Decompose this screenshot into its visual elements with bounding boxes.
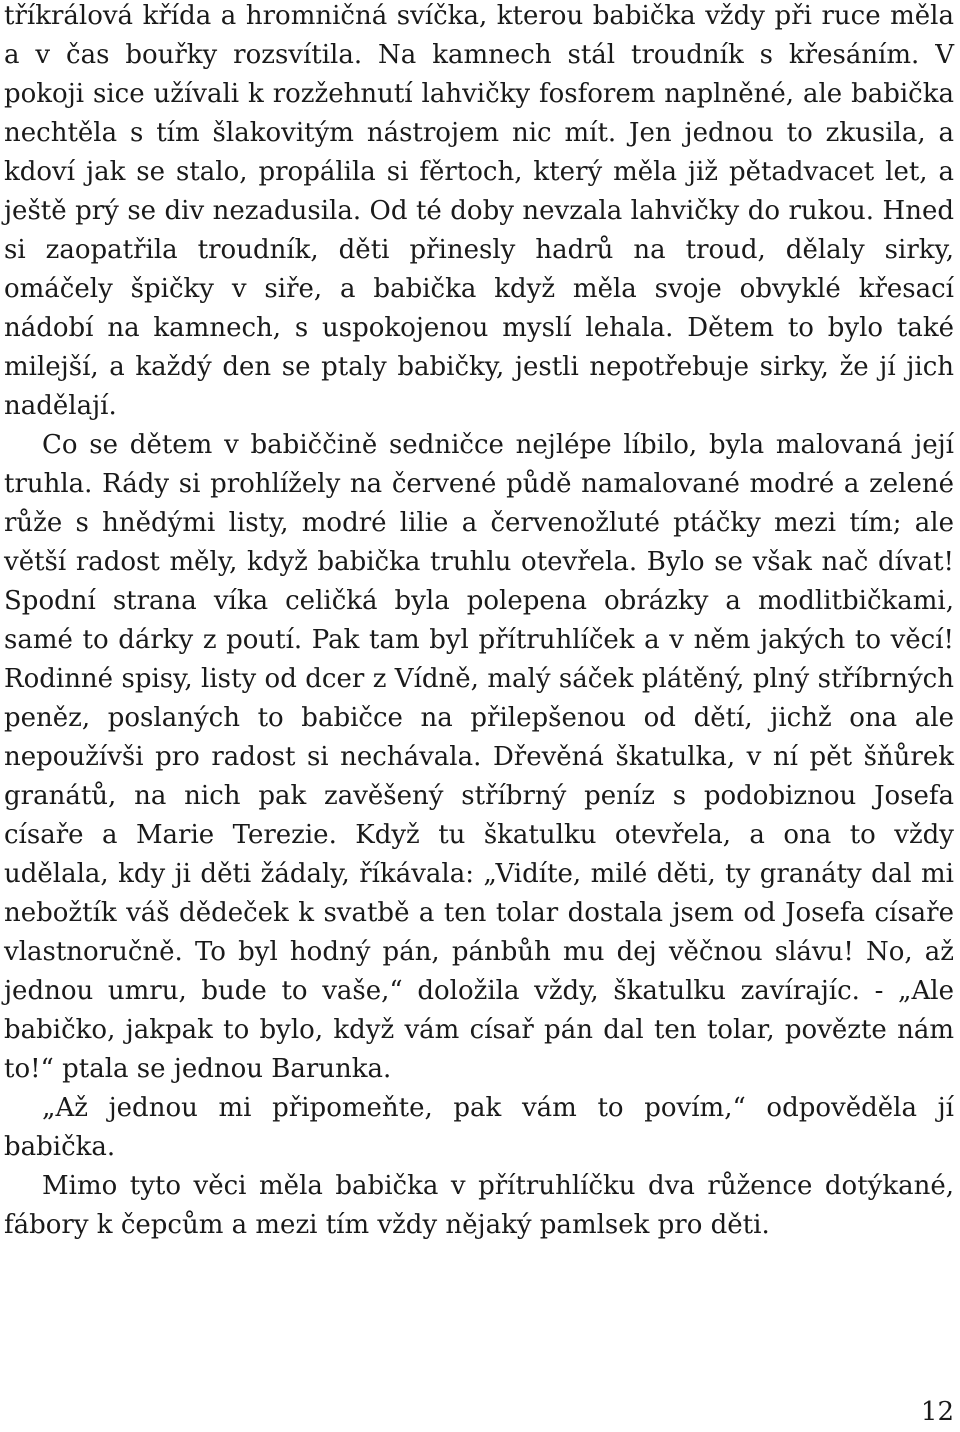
page-number: 12 xyxy=(920,1397,954,1427)
paragraph-1: tříkrálová křída a hromničná svíčka, kterou babička vždy při ruce měla a v čas bouřky rozsvítila. Na kamnech stál troudník s křesáním. V pokoji sice užívali k rozžehnutí lahvičky fosforem naplněné, ale babička nechtěla s tím šlakovitým nástrojem nic mít. Jen jednou to zkusila, a kdoví jak se stalo, propálila si fěrtoch, který měla již pětadvacet let, a ještě prý se div nezadusila. Od té doby nevzala lahvičky do rukou. Hned si zaopatřila troudník, děti přinesly hadrů na troud, dělaly sirky, omáčely špičky v siře, a babička když měla svoje obvyklé křesací nádobí na kamnech, s uspokojenou myslí lehala. Dětem to bylo také milejší, a každý den se ptaly babičky, jestli nepotřebuje sirky, že jí jich nadělají. xyxy=(4,1,954,421)
body-text xyxy=(4,0,954,1245)
paragraph-4: Mimo tyto věci měla babička v přítruhlíčku dva růžence dotýkané, fábory k čepcům a mezi tím vždy nějaký pamlsek pro děti. xyxy=(4,1171,954,1240)
paragraph-2: Co se dětem v babiččině sedničce nejlépe líbilo, byla malovaná její truhla. Rády si prohlížely na červené půdě namalované modré a zelené růže s hnědými listy, modré lilie a červenožluté ptáčky mezi tím; ale větší radost měly, když babička truhlu otevřela. Bylo se však nač dívat! Spodní strana víka celičká byla polepena obrázky a modlitbičkami, samé to dárky z poutí. Pak tam byl přítruhlíček a v něm jakých to věcí! Rodinné spisy, listy od dcer z Vídně, malý sáček plátěný, plný stříbrných peněz, poslaných to babičce na přilepšenou od dětí, jichž ona ale nepoužívši pro radost si nechávala. Dřevěná škatulka, v ní pět šňůrek granátů, na nich pak zavěšený stříbrný peníz s podobiznou Josefa císaře a Marie Terezie. Když tu škatulku otevřela, a ona to vždy udělala, kdy ji děti žádaly, říkávala: „Vidíte, milé děti, ty granáty dal mi nebožtík váš dědeček k svatbě a ten tolar dostala jsem od Josefa císaře vlastnoručně. To byl hodný pán, pánbůh mu dej věčnou slávu! No, až jednou umru, bude to vaše,“ doložila vždy, škatulku zavírajíc. - „Ale babičko, jakpak to bylo, když vám císař pán dal ten tolar, povězte nám to!“ ptala se jednou Barunka. xyxy=(4,430,954,1084)
paragraph-3: „Až jednou mi připomeňte, pak vám to povím,“ odpověděla jí babička. xyxy=(4,1093,954,1162)
